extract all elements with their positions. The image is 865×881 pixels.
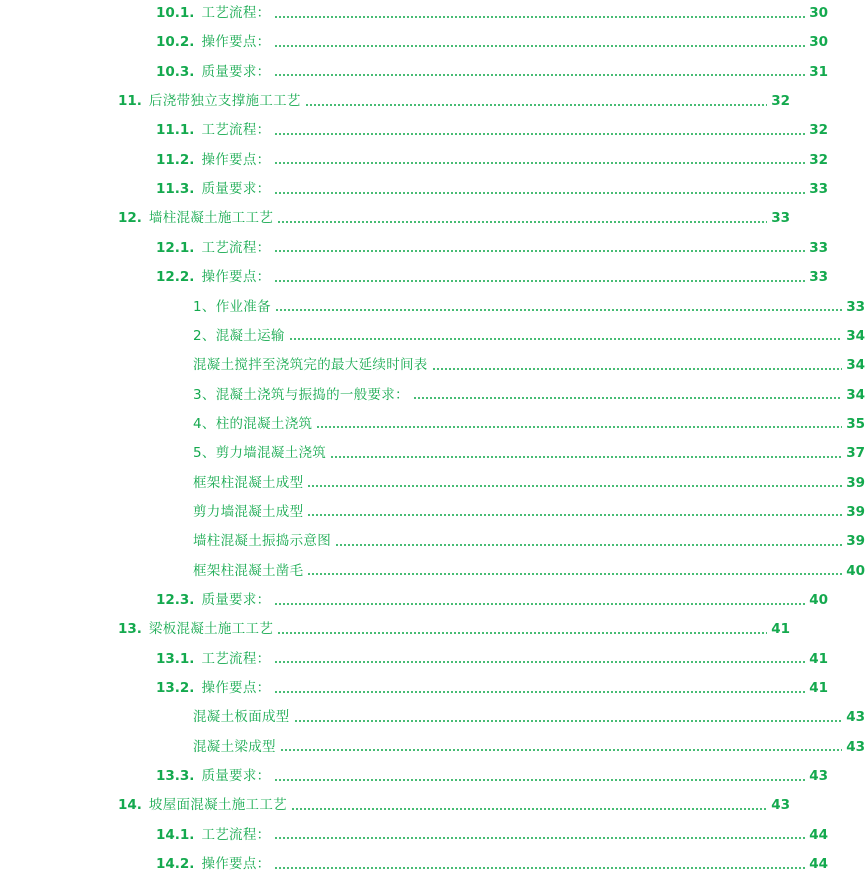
toc-entry-page-number: 33 <box>846 298 865 315</box>
dot-leader <box>274 837 805 839</box>
toc-entry-number: 10.2. <box>156 34 195 51</box>
toc-entry-page-number: 32 <box>771 93 790 110</box>
dot-leader <box>274 162 805 164</box>
toc-entry-page-number: 43 <box>846 709 865 726</box>
dot-leader <box>413 397 842 399</box>
dot-leader <box>274 661 805 663</box>
dot-leader <box>275 309 842 311</box>
toc-entry[interactable] <box>0 501 865 523</box>
toc-entry-title: 工艺流程： <box>201 826 271 843</box>
toc-entry-title: 工艺流程： <box>201 650 271 667</box>
toc-entry-number: 13.3. <box>156 768 195 785</box>
toc-entry[interactable] <box>0 736 865 758</box>
dot-leader <box>280 749 842 751</box>
toc-entry[interactable] <box>0 677 828 699</box>
dot-leader <box>432 368 843 370</box>
toc-entry-page-number: 32 <box>809 151 828 168</box>
toc-entry[interactable] <box>0 706 865 728</box>
toc-entry-number: 14.2. <box>156 856 195 873</box>
toc-entry-page-number: 43 <box>771 797 790 814</box>
toc-entry-number: 11.3. <box>156 181 195 198</box>
dot-leader <box>274 250 805 252</box>
toc-entry-title: 剪力墙混凝土成型 <box>193 503 304 520</box>
toc-entry[interactable] <box>0 560 865 582</box>
toc-entry-number: 12.3. <box>156 592 195 608</box>
toc-entry-title: 工艺流程： <box>201 239 271 256</box>
toc-entry[interactable] <box>0 765 828 787</box>
dot-leader <box>274 16 805 18</box>
toc-entry-title: 5、剪力墙混凝土浇筑 <box>193 445 327 462</box>
dot-leader <box>274 691 805 693</box>
toc-entry[interactable] <box>0 149 828 171</box>
toc-entry-title: 操作要点： <box>201 34 271 51</box>
toc-entry-page-number: 39 <box>846 533 865 550</box>
toc-entry[interactable] <box>0 119 828 141</box>
toc-entry-title: 3、混凝土浇筑与振捣的一般要求： <box>193 386 409 403</box>
toc-entry-title: 1、作业准备 <box>193 298 271 315</box>
dot-leader <box>274 45 805 47</box>
dot-leader <box>307 514 842 516</box>
toc-entry-page-number: 31 <box>809 63 828 80</box>
toc-entry-title: 梁板混凝土施工工艺 <box>148 621 274 638</box>
toc-entry[interactable] <box>0 90 790 112</box>
toc-entry-page-number: 41 <box>809 680 828 697</box>
toc-entry-title: 操作要点： <box>201 856 271 873</box>
toc-entry-title: 操作要点： <box>201 680 271 697</box>
dot-leader <box>307 485 842 487</box>
toc-entry-page-number: 44 <box>809 856 828 873</box>
toc-entry-title: 4、柱的混凝土浇筑 <box>193 415 313 432</box>
dot-leader <box>291 808 767 810</box>
toc-entry[interactable] <box>0 31 828 53</box>
toc-entry-page-number: 35 <box>846 415 865 432</box>
toc-entry-title: 质量要求： <box>201 768 271 785</box>
dot-leader <box>316 426 842 428</box>
toc-entry[interactable] <box>0 384 865 406</box>
toc-entry-page-number: 30 <box>809 5 828 21</box>
toc-entry[interactable] <box>0 237 828 259</box>
toc-entry-number: 10.1. <box>156 5 195 21</box>
dot-leader <box>277 632 767 634</box>
toc-entry-title: 工艺流程： <box>201 5 271 21</box>
toc-entry-number: 11.1. <box>156 122 195 139</box>
dot-leader <box>335 544 842 546</box>
toc-entry-title: 框架柱混凝土凿毛 <box>193 562 304 579</box>
dot-leader <box>274 280 805 282</box>
toc-entry-title: 框架柱混凝土成型 <box>193 474 304 491</box>
toc-entry-page-number: 34 <box>846 357 865 374</box>
toc-entry[interactable] <box>0 325 865 347</box>
toc-entry[interactable] <box>0 2 828 24</box>
dot-leader <box>274 603 805 605</box>
toc-entry-page-number: 32 <box>809 122 828 139</box>
toc-entry[interactable] <box>0 853 828 875</box>
toc-entry[interactable] <box>0 61 828 83</box>
toc-entry[interactable] <box>0 824 828 846</box>
toc-entry-title: 质量要求： <box>201 181 271 198</box>
toc-entry-page-number: 41 <box>809 650 828 667</box>
toc-entry-page-number: 41 <box>771 621 790 638</box>
toc-entry[interactable] <box>0 178 828 200</box>
toc-entry-number: 10.3. <box>156 63 195 80</box>
toc-entry[interactable] <box>0 648 828 670</box>
toc-entry-title: 操作要点： <box>201 151 271 168</box>
toc-entry-title: 墙柱混凝土施工工艺 <box>148 210 274 227</box>
toc-entry-page-number: 33 <box>809 239 828 256</box>
toc-entry-page-number: 39 <box>846 503 865 520</box>
dot-leader <box>330 456 842 458</box>
toc-entry-page-number: 33 <box>771 210 790 227</box>
toc-entry-title: 混凝土梁成型 <box>193 738 276 755</box>
toc-entry-title: 质量要求： <box>201 592 271 608</box>
dot-leader <box>274 133 805 135</box>
toc-entry-number: 13.1. <box>156 650 195 667</box>
toc-entry[interactable] <box>0 530 865 552</box>
toc-entry-page-number: 43 <box>846 738 865 755</box>
toc-entry[interactable] <box>0 442 865 464</box>
dot-leader <box>305 104 767 106</box>
toc-entry-page-number: 43 <box>809 768 828 785</box>
toc-entry-number: 13. <box>118 621 142 638</box>
toc-entry[interactable] <box>0 296 865 318</box>
toc-entry[interactable] <box>0 354 865 376</box>
dot-leader <box>274 779 805 781</box>
toc-entry-number: 14.1. <box>156 826 195 843</box>
toc-entry-page-number: 33 <box>809 181 828 198</box>
toc-entry-title: 2、混凝土运输 <box>193 327 285 344</box>
dot-leader <box>274 74 805 76</box>
toc-entry-title: 混凝土板面成型 <box>193 709 290 726</box>
toc-entry-number: 11. <box>118 93 142 110</box>
dot-leader <box>277 221 767 223</box>
toc-entry-number: 13.2. <box>156 680 195 697</box>
toc-entry-page-number: 37 <box>846 445 865 462</box>
toc-entry-number: 12.2. <box>156 269 195 286</box>
toc-entry[interactable] <box>0 266 828 288</box>
toc-entry-page-number: 40 <box>809 592 828 608</box>
toc-entry[interactable] <box>0 472 865 494</box>
toc-entry-title: 混凝土搅拌至浇筑完的最大延续时间表 <box>193 357 428 374</box>
dot-leader <box>294 720 843 722</box>
toc-entry-title: 工艺流程： <box>201 122 271 139</box>
toc-entry-number: 12. <box>118 210 142 227</box>
toc-entry-page-number: 34 <box>846 327 865 344</box>
toc-entry-number: 11.2. <box>156 151 195 168</box>
toc-entry[interactable] <box>0 207 790 229</box>
toc-entry[interactable] <box>0 618 790 640</box>
toc-entry-title: 操作要点： <box>201 269 271 286</box>
dot-leader <box>274 867 805 869</box>
toc-entry-page-number: 33 <box>809 269 828 286</box>
toc-entry-title: 后浇带独立支撑施工工艺 <box>148 93 301 110</box>
toc-entry[interactable] <box>0 413 865 435</box>
toc-entry-title: 坡屋面混凝土施工工艺 <box>148 797 287 814</box>
toc-entry-page-number: 40 <box>846 562 865 579</box>
toc-entry-page-number: 34 <box>846 386 865 403</box>
toc-entry-page-number: 30 <box>809 34 828 51</box>
dot-leader <box>289 338 843 340</box>
toc-entry[interactable] <box>0 589 828 611</box>
toc-entry-page-number: 39 <box>846 474 865 491</box>
toc-entry-number: 12.1. <box>156 239 195 256</box>
toc-entry-number: 14. <box>118 797 142 814</box>
toc-entry-title: 墙柱混凝土振捣示意图 <box>193 533 331 550</box>
toc-entry-page-number: 44 <box>809 826 828 843</box>
toc-entry[interactable] <box>0 794 790 816</box>
toc-entry-title: 质量要求： <box>201 63 271 80</box>
dot-leader <box>307 573 842 575</box>
dot-leader <box>274 192 805 194</box>
